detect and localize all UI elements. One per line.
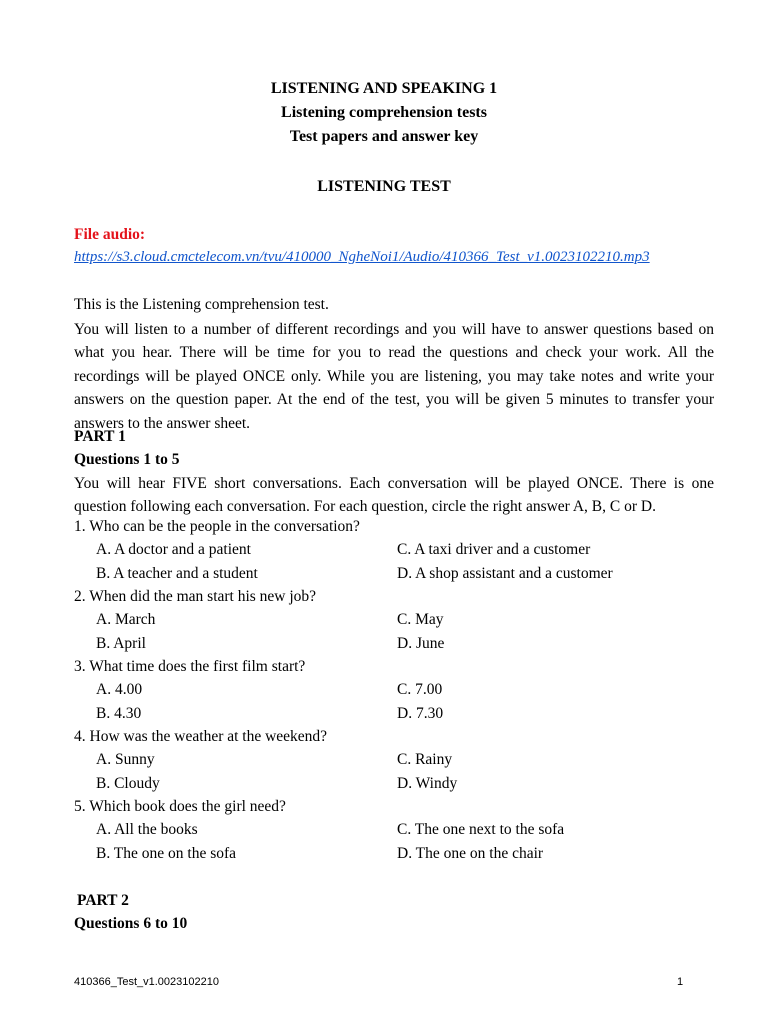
q5-option-a: A. All the books [96, 821, 198, 838]
q4-option-d: D. Windy [397, 775, 458, 792]
audio-link[interactable]: https://s3.cloud.cmctelecom.vn/tvu/410000_NgheNoi1/Audio/410366_Test_v1.0023102210.mp3 [74, 249, 650, 265]
q4-option-b: B. Cloudy [96, 775, 160, 792]
q1-option-a: A. A doctor and a patient [96, 541, 251, 558]
q2-option-a: A. March [96, 611, 156, 628]
intro-text: This is the Listening comprehension test. [74, 296, 329, 313]
q5-option-c: C. The one next to the sofa [397, 821, 565, 838]
part1-instructions: You will hear FIVE short conversations. Each conversation will be played ONCE. There is one question following each conversation. For each question, circle the right answer A, B, C or D. [74, 475, 714, 516]
footer-doc-id: 410366_Test_v1.0023102210 [74, 976, 219, 988]
audio-label: File audio: [74, 226, 146, 243]
q5-option-d: D. The one on the chair [397, 845, 544, 862]
document-title: LISTENING AND SPEAKING 1 [270, 80, 498, 97]
q2-option-d: D. June [397, 635, 445, 652]
question-2: 2. When did the man start his new job? [74, 588, 317, 605]
q4-option-a: A. Sunny [96, 751, 155, 768]
question-5: 5. Which book does the girl need? [74, 798, 286, 815]
q3-option-a: A. 4.00 [96, 681, 143, 698]
q3-option-c: C. 7.00 [397, 681, 443, 698]
q1-option-b: B. A teacher and a student [96, 565, 258, 582]
document-subtitle-2: Test papers and answer key [289, 128, 479, 145]
intro-paragraph: You will listen to a number of different recordings and you will have to answer questions based on what you hear. There will be time for you to read the questions and check your work. All the recordings will be played ONCE only. While you are listening, you may take notes and write your answers on the question paper. At the end of the test, you will be given 5 minutes to transfer your answers to the answer sheet. [74, 321, 714, 432]
question-1: 1. Who can be the people in the conversation? [74, 518, 360, 535]
part2-heading: PART 2 [77, 892, 129, 909]
document-subtitle: Listening comprehension tests [281, 104, 487, 121]
q2-option-b: B. April [96, 635, 146, 652]
part1-heading: PART 1 [74, 428, 126, 445]
q1-option-d: D. A shop assistant and a customer [397, 565, 613, 582]
q3-option-d: D. 7.30 [397, 705, 444, 722]
q3-option-b: B. 4.30 [96, 705, 142, 722]
section-heading: LISTENING TEST [317, 178, 451, 195]
footer-page-number: 1 [677, 976, 684, 988]
part1-subheading: Questions 1 to 5 [74, 451, 180, 468]
q5-option-b: B. The one on the sofa [96, 845, 237, 862]
q1-option-c: C. A taxi driver and a customer [397, 541, 591, 558]
q2-option-c: C. May [397, 611, 444, 628]
question-4: 4. How was the weather at the weekend? [74, 728, 328, 745]
q4-option-c: C. Rainy [397, 751, 453, 768]
question-3: 3. What time does the first film start? [74, 658, 306, 675]
part2-subheading: Questions 6 to 10 [74, 915, 188, 932]
